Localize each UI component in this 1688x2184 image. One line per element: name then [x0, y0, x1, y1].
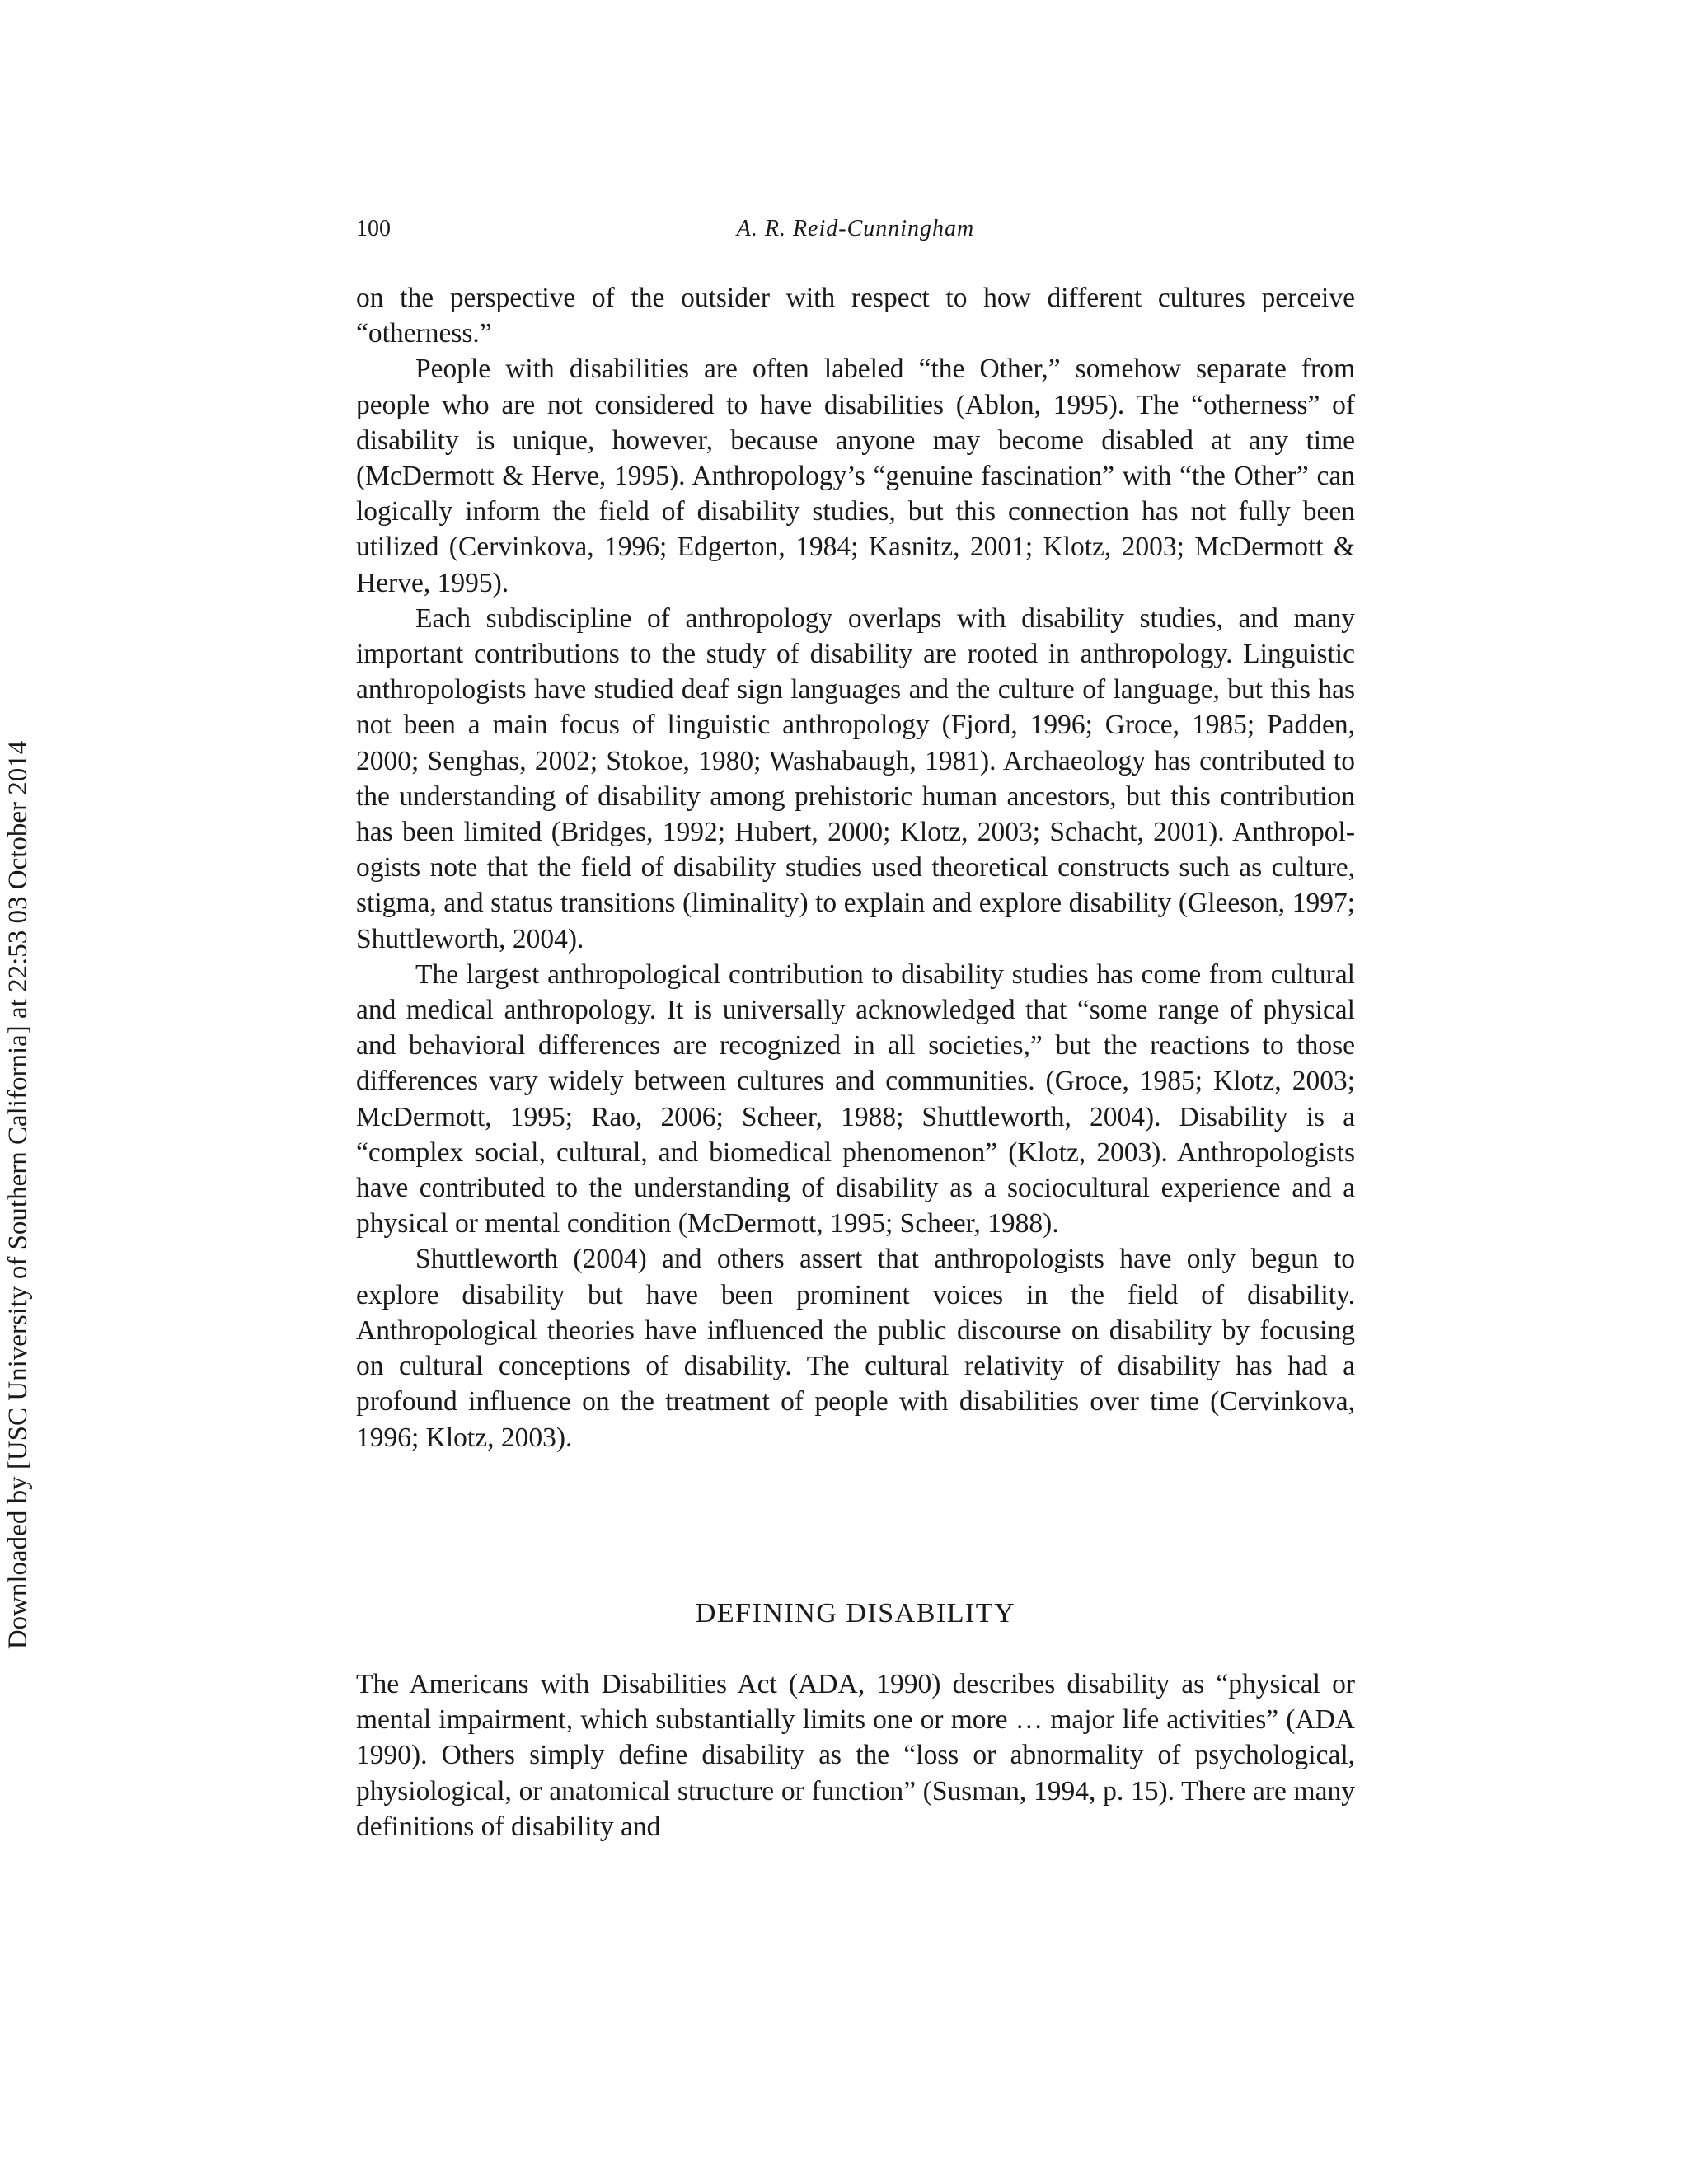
running-head-author: A. R. Reid-Cunningham	[736, 216, 975, 241]
page-number: 100	[356, 216, 391, 241]
paragraph: People with disabilities are often labeled “the Other,” somehow separate from people who are not considered to have disabilities (Ablon, 1995). The “otherness” of disability is unique, however, because anyone may become disabled at any time (McDermott & Herve, 1995). Anthropology’s “genuine fascination” with “the Other” can logically inform the field of disability studies, but this connection has not fully been utilized (Cervinkova, 1996; Edgerton, 1984; Kasnitz, 2001; Klotz, 2003; McDermott & Herve, 1995).	[356, 354, 1355, 598]
paragraph: Shuttleworth (2004) and others assert that anthropologists have only begun to explore disability but have been prominent voices in the field of disability. Anthropological theories have influenced the public discourse on disability by focusing on cultural conceptions of disability. The cultural relativity of disability has had a profound influence on the treatment of people with disabilities over time (Cervinkova, 1996; Klotz, 2003).	[356, 1244, 1355, 1453]
paragraph: Each subdiscipline of anthropology overlaps with disability studies, and many important contributions to the study of disability are rooted in anthropology. Linguistic anthropologists have studied deaf sign languages and the culture of language, but this has not been a main focus of linguistic anthropology (Fjord, 1996; Groce, 1985; Padden, 2000; Senghas, 2002; Stokoe, 1980; Washabaugh, 1981). Archaeology has contributed to the understanding of disability among prehistoric human ancestors, but this contribution has been limited (Bridges, 1992; Hubert, 2000; Klotz, 2003; Schacht, 2001). Anthropologists note that the field of disability studies used theoretical constructs such as culture, stigma, and status transitions (liminality) to explain and explore disability (Gleeson, 1997; Shuttleworth, 2004).	[356, 602, 1355, 954]
body-text	[356, 280, 1355, 1455]
paragraph-continuation: on the perspective of the outsider with respect to how different cultures perceive “otherness.”	[356, 283, 1355, 349]
section-body-text	[356, 1666, 1355, 1844]
running-head	[356, 213, 1355, 246]
section-heading: DEFINING DISABILITY	[695, 1598, 1016, 1629]
download-watermark: Downloaded by [USC University of Southern California] at 22:53 03 October 2014	[3, 740, 33, 1650]
paragraph: The largest anthropological contribution to disability studies has come from cultural and medical anthropology. It is universally acknowledged that “some range of physical and behavioral differences are recognized in all societies,” but the reactions to those differences vary widely between cultures and communities. (Groce, 1985; Klotz, 2003; McDermott, 1995; Rao, 2006; Scheer, 1988; Shuttleworth, 2004). Disability is a “complex social, cultural, and biomedical phenomenon” (Klotz, 2003). Anthropologists have contributed to the understanding of disability as a sociocultural experience and a physical or mental condition (McDermott, 1995; Scheer, 1988).	[356, 958, 1355, 1240]
paragraph: The Americans with Disabilities Act (ADA, 1990) describes disability as “physical or mental impairment, which substantially limits one or more … major life activities” (ADA 1990). Others simply define disability as the “loss or abnormality of psychological, physiological, or anatomical structure or function” (Susman, 1994, p. 15). There are many definitions of disability and	[356, 1669, 1355, 1842]
